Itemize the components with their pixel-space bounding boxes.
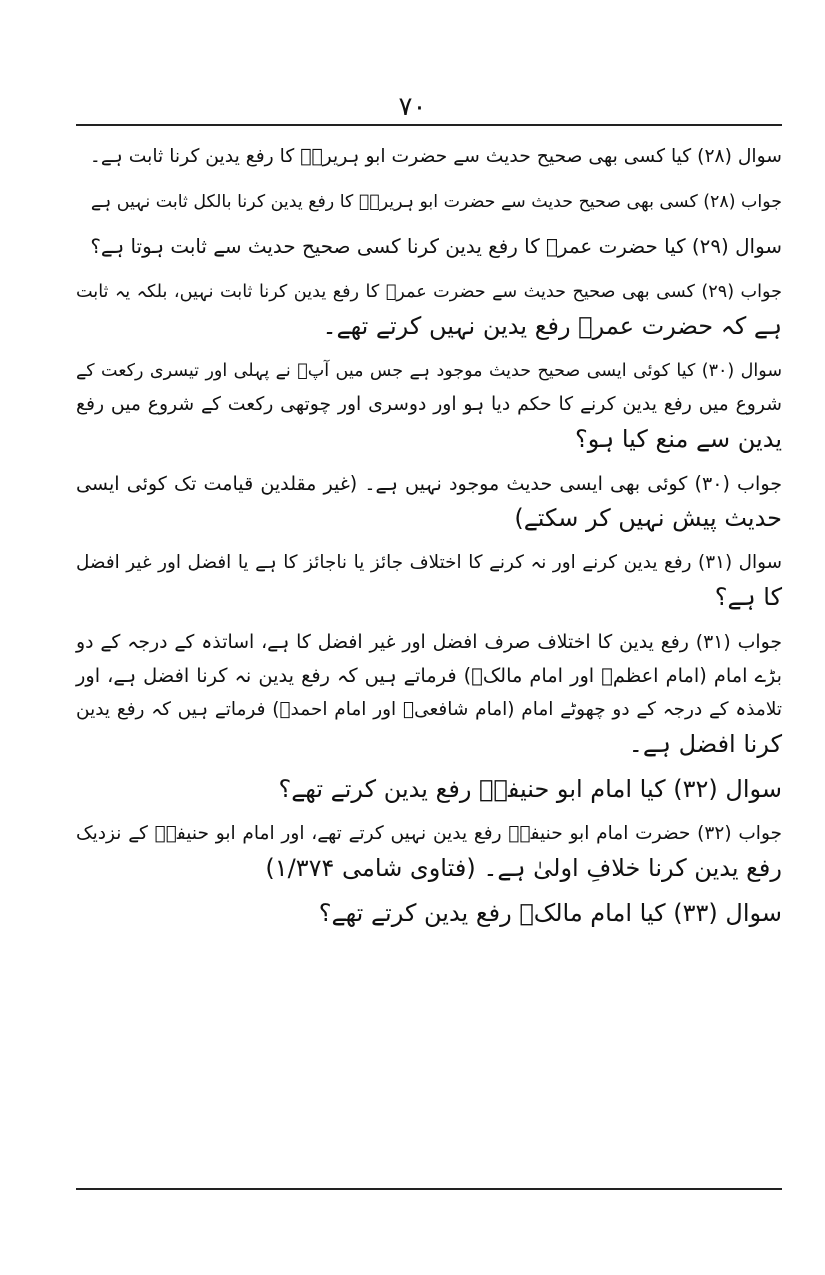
text-line: رفع یدین کرنا خلافِ اولیٰ ہے۔ (فتاوی شامی ۱/۳۷۴): [265, 854, 782, 882]
text-line: جواب (۳۲) حضرت امام ابو حنیفہؒ رفع یدین نہیں کرتے تھے، اور امام ابو حنیفہؒ کے نزدیک: [76, 823, 782, 844]
text-line: سوال (۳۲) کیا امام ابو حنیفہؒ رفع یدین کرتے تھے؟: [278, 775, 782, 803]
text-line: سوال (۳۱) رفع یدین کرنے اور نہ کرنے کا اختلاف جائز یا ناجائز کا ہے یا افضل اور غیر افضل: [76, 552, 782, 573]
text-line: جواب (۳۱) رفع یدین کا اختلاف صرف افضل اور غیر افضل کا ہے، اساتذہ کے درجہ کے دو: [76, 631, 782, 653]
text-line: سوال (۳۰) کیا کوئی ایسی صحیح حدیث موجود ہے جس میں آپؐ نے پہلی اور تیسری رکعت کے: [76, 361, 782, 381]
answer-31: [76, 625, 782, 761]
question-28: [76, 140, 782, 174]
text-line: حدیث پیش نہیں کر سکتے): [514, 504, 782, 532]
text-line: سوال (۳۳) کیا امام مالکؒ رفع یدین کرتے تھے؟: [318, 899, 782, 927]
text-line: جواب (۳۰) کوئی بھی ایسی حدیث موجود نہیں ہے۔ (غیر مقلدین قیامت تک کوئی ایسی: [76, 472, 783, 495]
text-line: جواب (۲۸) کسی بھی صحیح حدیث سے حضرت ابو ہریرہؓ کا رفع یدین کرنا بالکل ثابت نہیں ہے: [90, 192, 782, 212]
question-31: [76, 546, 782, 614]
answer-29: [76, 275, 782, 343]
text-line: کا ہے؟: [714, 583, 782, 611]
question-33: [76, 896, 782, 930]
text-line: یدین سے منع کیا ہو؟: [575, 425, 782, 453]
text-line: کرنا افضل ہے۔: [628, 730, 782, 758]
answer-28: [76, 185, 782, 219]
text-line: شروع میں رفع یدین کرنے کا حکم دیا ہو اور دوسری اور چوتھی رکعت کے شروع میں رفع: [76, 394, 782, 415]
question-30: [76, 354, 782, 456]
header-rule: [76, 124, 782, 126]
page-number: ۷۰: [398, 92, 427, 122]
question-29: [76, 230, 782, 264]
text-line: جواب (۲۹) کسی بھی صحیح حدیث سے حضرت عمرؓ کا رفع یدین کرنا ثابت نہیں، بلکہ یہ ثابت: [76, 282, 782, 302]
text-line: سوال (۲۹) کیا حضرت عمرؓ کا رفع یدین کرنا کسی صحیح حدیث سے ثابت ہوتا ہے؟: [90, 235, 782, 258]
answer-30: [76, 467, 782, 535]
text-line: ہے کہ حضرت عمرؓ رفع یدین نہیں کرتے تھے۔: [322, 312, 782, 340]
text-line: سوال (۲۸) کیا کسی بھی صحیح حدیث سے حضرت ابو ہریرہؓ کا رفع یدین کرنا ثابت ہے۔: [89, 146, 782, 167]
text-line: تلامذہ کے درجہ کے دو چھوٹے امام (امام شافعیؒ اور امام احمدؒ) فرماتے ہیں کہ رفع یدین: [76, 699, 782, 720]
text-line: بڑے امام (امام اعظمؒ اور امام مالکؒ) فرماتے ہیں کہ رفع یدین نہ کرنا افضل ہے، اور: [76, 664, 782, 687]
page-body: [76, 140, 782, 941]
footer-rule: [76, 1188, 782, 1190]
answer-32: [76, 817, 782, 885]
question-32: [76, 772, 782, 806]
